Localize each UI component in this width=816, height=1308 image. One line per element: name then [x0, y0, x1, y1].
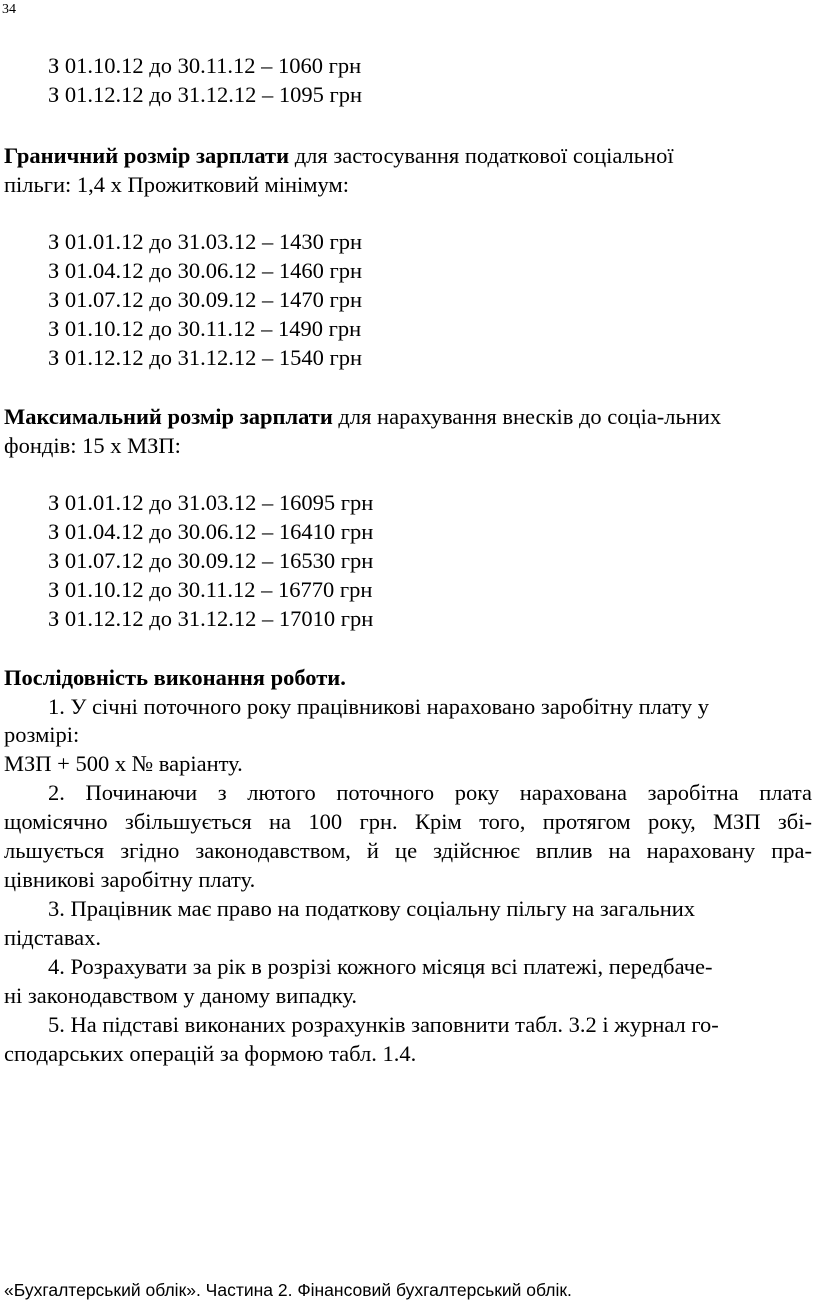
procedure-line-10: 4. Розрахувати за рік в розрізі кожного місяця всі платежі, передбаче-: [48, 954, 713, 979]
intro-range-2: З 01.12.12 до 31.12.12 – 1095 грн: [48, 82, 362, 107]
procedure-line-13: сподарських операцій за формою табл. 1.4.: [4, 1041, 417, 1066]
limit-range-3: З 01.07.12 до 30.09.12 – 1470 грн: [48, 287, 362, 312]
page-number: 34: [2, 2, 16, 17]
max-section-heading-rest: для нарахування внесків до соціа-льних: [332, 404, 722, 429]
procedure-line-11: ні законодавством у даному випадку.: [4, 983, 358, 1008]
max-section-heading: [4, 403, 721, 430]
max-range-1: З 01.01.12 до 31.03.12 – 16095 грн: [48, 490, 374, 515]
procedure-line-12: 5. На підставі виконаних розрахунків заповнити табл. 3.2 і журнал го-: [48, 1012, 719, 1037]
max-section-heading-bold: Максимальний розмір зарплати: [4, 404, 333, 429]
procedure-line-7: цівникові заробітну плату.: [4, 867, 256, 892]
max-range-4: З 01.10.12 до 30.11.12 – 16770 грн: [48, 577, 373, 602]
procedure-line-1: 1. У січні поточного року працівникові нараховано заробітну плату у: [48, 694, 709, 719]
limit-section-heading-rest: для застосування податкової соціальної: [289, 143, 674, 168]
procedure-line-6: льшується згідно законодавством, й це здійснює вплив на нараховану пра-: [4, 838, 812, 863]
procedure-line-3: МЗП + 500 х № варіанту.: [4, 751, 243, 776]
max-range-5: З 01.12.12 до 31.12.12 – 17010 грн: [48, 606, 374, 631]
limit-range-1: З 01.01.12 до 31.03.12 – 1430 грн: [48, 229, 362, 254]
limit-range-4: З 01.10.12 до 30.11.12 – 1490 грн: [48, 316, 362, 341]
procedure-line-4: 2. Починаючи з лютого поточного року нарахована заробітна плата: [48, 780, 812, 805]
intro-range-1: З 01.10.12 до 30.11.12 – 1060 грн: [48, 53, 362, 78]
procedure-line-8: 3. Працівник має право на податкову соціальну пільгу на загальних: [48, 896, 696, 921]
max-range-3: З 01.07.12 до 30.09.12 – 16530 грн: [48, 548, 374, 573]
procedure-line-9: підставах.: [4, 925, 102, 950]
max-section-heading-line2: фондів: 15 х МЗП:: [4, 433, 181, 458]
limit-range-5: З 01.12.12 до 31.12.12 – 1540 грн: [48, 345, 362, 370]
limit-section-heading-bold: Граничний розмір зарплати: [4, 143, 290, 168]
procedure-line-2: розмірі:: [4, 722, 80, 747]
procedure-line-5: щомісячно збільшується на 100 грн. Крім того, протягом року, МЗП збі-: [4, 809, 812, 834]
limit-section-heading: [4, 142, 674, 169]
limit-range-2: З 01.04.12 до 30.06.12 – 1460 грн: [48, 258, 362, 283]
max-range-2: З 01.04.12 до 30.06.12 – 16410 грн: [48, 519, 374, 544]
limit-section-heading-line2: пільги: 1,4 х Прожитковий мінімум:: [4, 172, 349, 197]
page-footer: «Бухгалтерський облік». Частина 2. Фінансовий бухгалтерський облік.: [4, 1280, 572, 1300]
procedure-heading: Послідовність виконання роботи.: [4, 665, 346, 690]
